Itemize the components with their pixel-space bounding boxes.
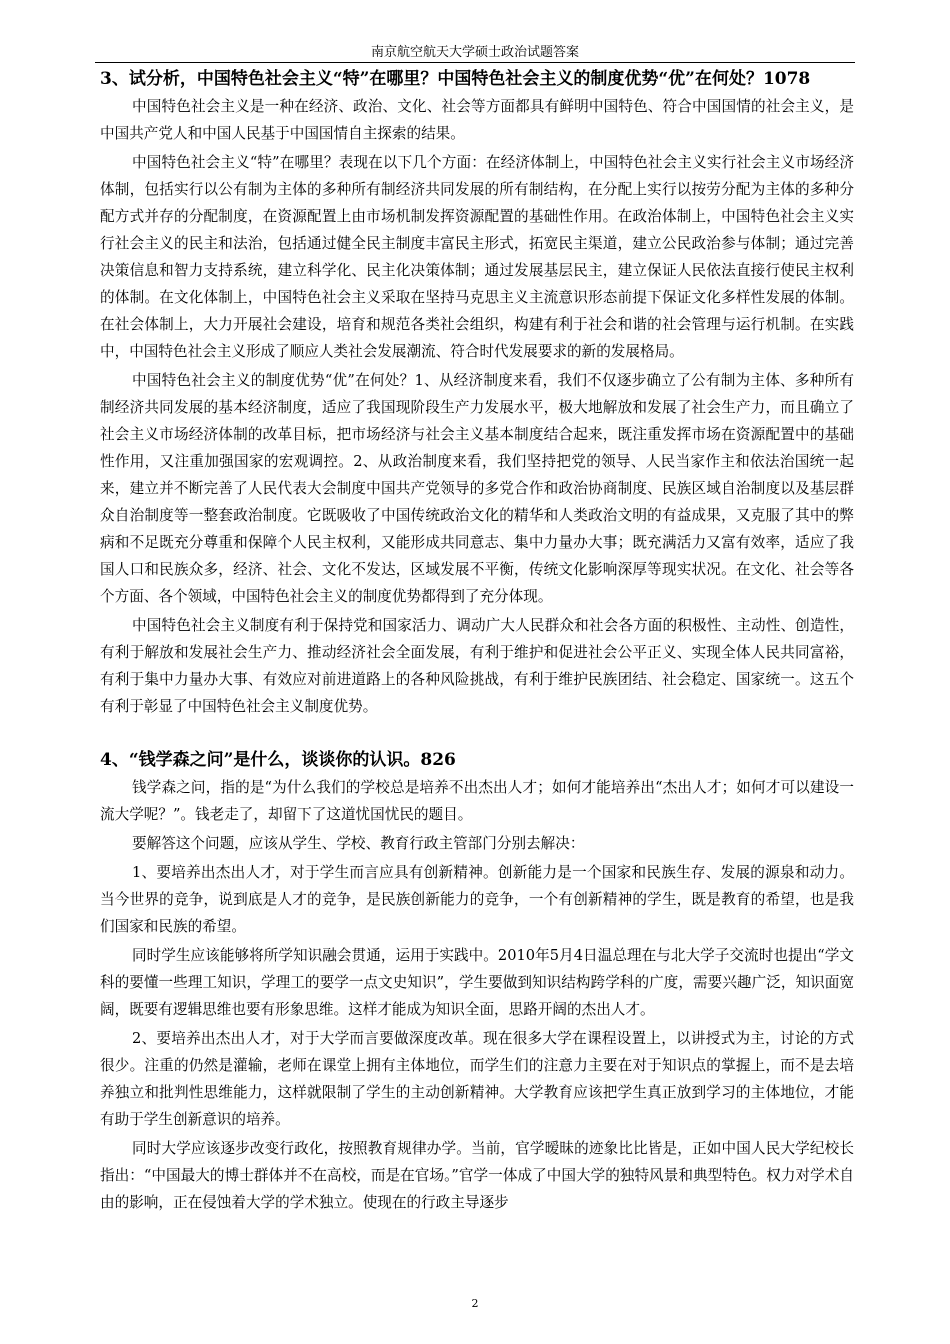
question-4-title: 4、“钱学森之问”是什么，谈谈你的认识。826: [100, 750, 456, 770]
q3-paragraph-1: 中国特色社会主义是一种在经济、政治、文化、社会等方面都具有鲜明中国特色、符合中国国情的社会主义，是中国共产党人和中国人民基于中国国情自主探索的结果。: [100, 98, 854, 142]
q3-paragraph-2: 中国特色社会主义“特”在哪里？表现在以下几个方面：在经济体制上，中国特色社会主义实行社会主义市场经济体制，包括实行以公有制为主体的多种所有制经济共同发展的所有制结构，在分配上实行以按劳分配为主体的多种分配方式并存的分配制度，在资源配置上由市场机制发挥资源配置的基础性作用。在政治体制上，中国特色社会主义实行社会主义的民主和法治，包括通过健全民主制度丰富民主形式，拓宽民主渠道，建立公民政治参与体制；通过完善决策信息和智力支持系统，建立科学化、民主化决策体制；通过发展基层民主，建立保证人民依法直接行使民主权利的体制。在文化体制上，中国特色社会主义采取在坚持马克思主义主流意识形态前提下保证文化多样性发展的体制。在社会体制上，大力开展社会建设，培育和规范各类社会组织，构建有利于社会和谐的社会管理与运行机制。在实践中，中国特色社会主义形成了顺应人类社会发展潮流、符合时代发展要求的新的发展格局。: [100, 154, 854, 360]
document-body: [100, 66, 854, 1216]
q4-paragraph-4: 同时学生应该能够将所学知识融会贯通，运用于实践中。2010年5月4日温总理在与北大学子交流时也提出“学文科的要懂一些理工知识，学理工的要学一点文史知识”，学生要做到知识结构跨学科的广度，需要兴趣广泛，知识面宽阔，既要有逻辑思维也要有形象思维。这样才能成为知识全面，思路开阔的杰出人才。: [100, 947, 854, 1018]
page-header: 南京航空航天大学硕士政治试题答案: [95, 44, 855, 63]
q3-paragraph-4: 中国特色社会主义制度有利于保持党和国家活力、调动广大人民群众和社会各方面的积极性、主动性、创造性，有利于解放和发展社会生产力、推动经济社会全面发展，有利于维护和促进社会公平正义、实现全体人民共同富裕，有利于集中力量办大事、有效应对前进道路上的各种风险挑战，有利于维护民族团结、社会稳定、国家统一。这五个有利于彰显了中国特色社会主义制度优势。: [100, 617, 854, 715]
q4-paragraph-1: 钱学森之问，指的是“为什么我们的学校总是培养不出杰出人才；如何才能培养出“杰出人才；如何才可以建设一流大学呢？”。钱老走了，却留下了这道忧国忧民的题目。: [100, 779, 854, 823]
q4-paragraph-5: 2、要培养出杰出人才，对于大学而言要做深度改革。现在很多大学在课程设置上，以讲授式为主，讨论的方式很少。注重的仍然是灌输，老师在课堂上拥有主体地位，而学生们的注意力主要在对于知识点的掌握上，而不是去培养独立和批判性思维能力，这样就限制了学生的主动创新精神。大学教育应该把学生真正放到学习的主体地位，才能有助于学生创新意识的培养。: [100, 1030, 854, 1128]
q4-paragraph-2: 要解答这个问题，应该从学生、学校、教育行政主管部门分别去解决：: [132, 835, 585, 852]
page-number: 2: [471, 1297, 479, 1310]
q3-paragraph-3: 中国特色社会主义的制度优势“优”在何处？1、从经济制度来看，我们不仅逐步确立了公有制为主体、多种所有制经济共同发展的基本经济制度，适应了我国现阶段生产力发展水平，极大地解放和发展了社会生产力，而且确立了社会主义市场经济体制的改革目标，把市场经济与社会主义基本制度结合起来，既注重发挥市场在资源配置中的基础性作用，又注重加强国家的宏观调控。2、从政治制度来看，我们坚持把党的领导、人民当家作主和依法治国统一起来，建立并不断完善了人民代表大会制度中国共产党领导的多党合作和政治协商制度、民族区域自治制度以及基层群众自治制度等一整套政治制度。它既吸收了中国传统政治文化的精华和人类政治文明的有益成果，又克服了其中的弊病和不足既充分尊重和保障个人民主权利，又能形成共同意志、集中力量办大事；既充满活力又富有效率，适应了我国人口和民族众多，经济、社会、文化不发达，区域发展不平衡，传统文化影响深厚等现实状况。在文化、社会等各个方面、各个领域，中国特色社会主义的制度优势都得到了充分体现。: [100, 372, 854, 605]
q4-paragraph-6: 同时大学应该逐步改变行政化，按照教育规律办学。当前，官学暧昧的迹象比比皆是，正如中国人民大学纪校长指出：“中国最大的博士群体并不在高校，而是在官场。”官学一体成了中国大学的独特风景和典型特色。权力对学术自由的影响，正在侵蚀着大学的学术独立。使现在的行政主导逐步: [100, 1140, 854, 1211]
q4-paragraph-3: 1、要培养出杰出人才，对于学生而言应具有创新精神。创新能力是一个国家和民族生存、发展的源泉和动力。当今世界的竞争，说到底是人才的竞争，是民族创新能力的竞争，一个有创新精神的学生，既是教育的希望，也是我们国家和民族的希望。: [100, 864, 854, 935]
question-3-title: 3、试分析，中国特色社会主义“特”在哪里？中国特色社会主义的制度优势“优”在何处？1078: [100, 69, 811, 89]
